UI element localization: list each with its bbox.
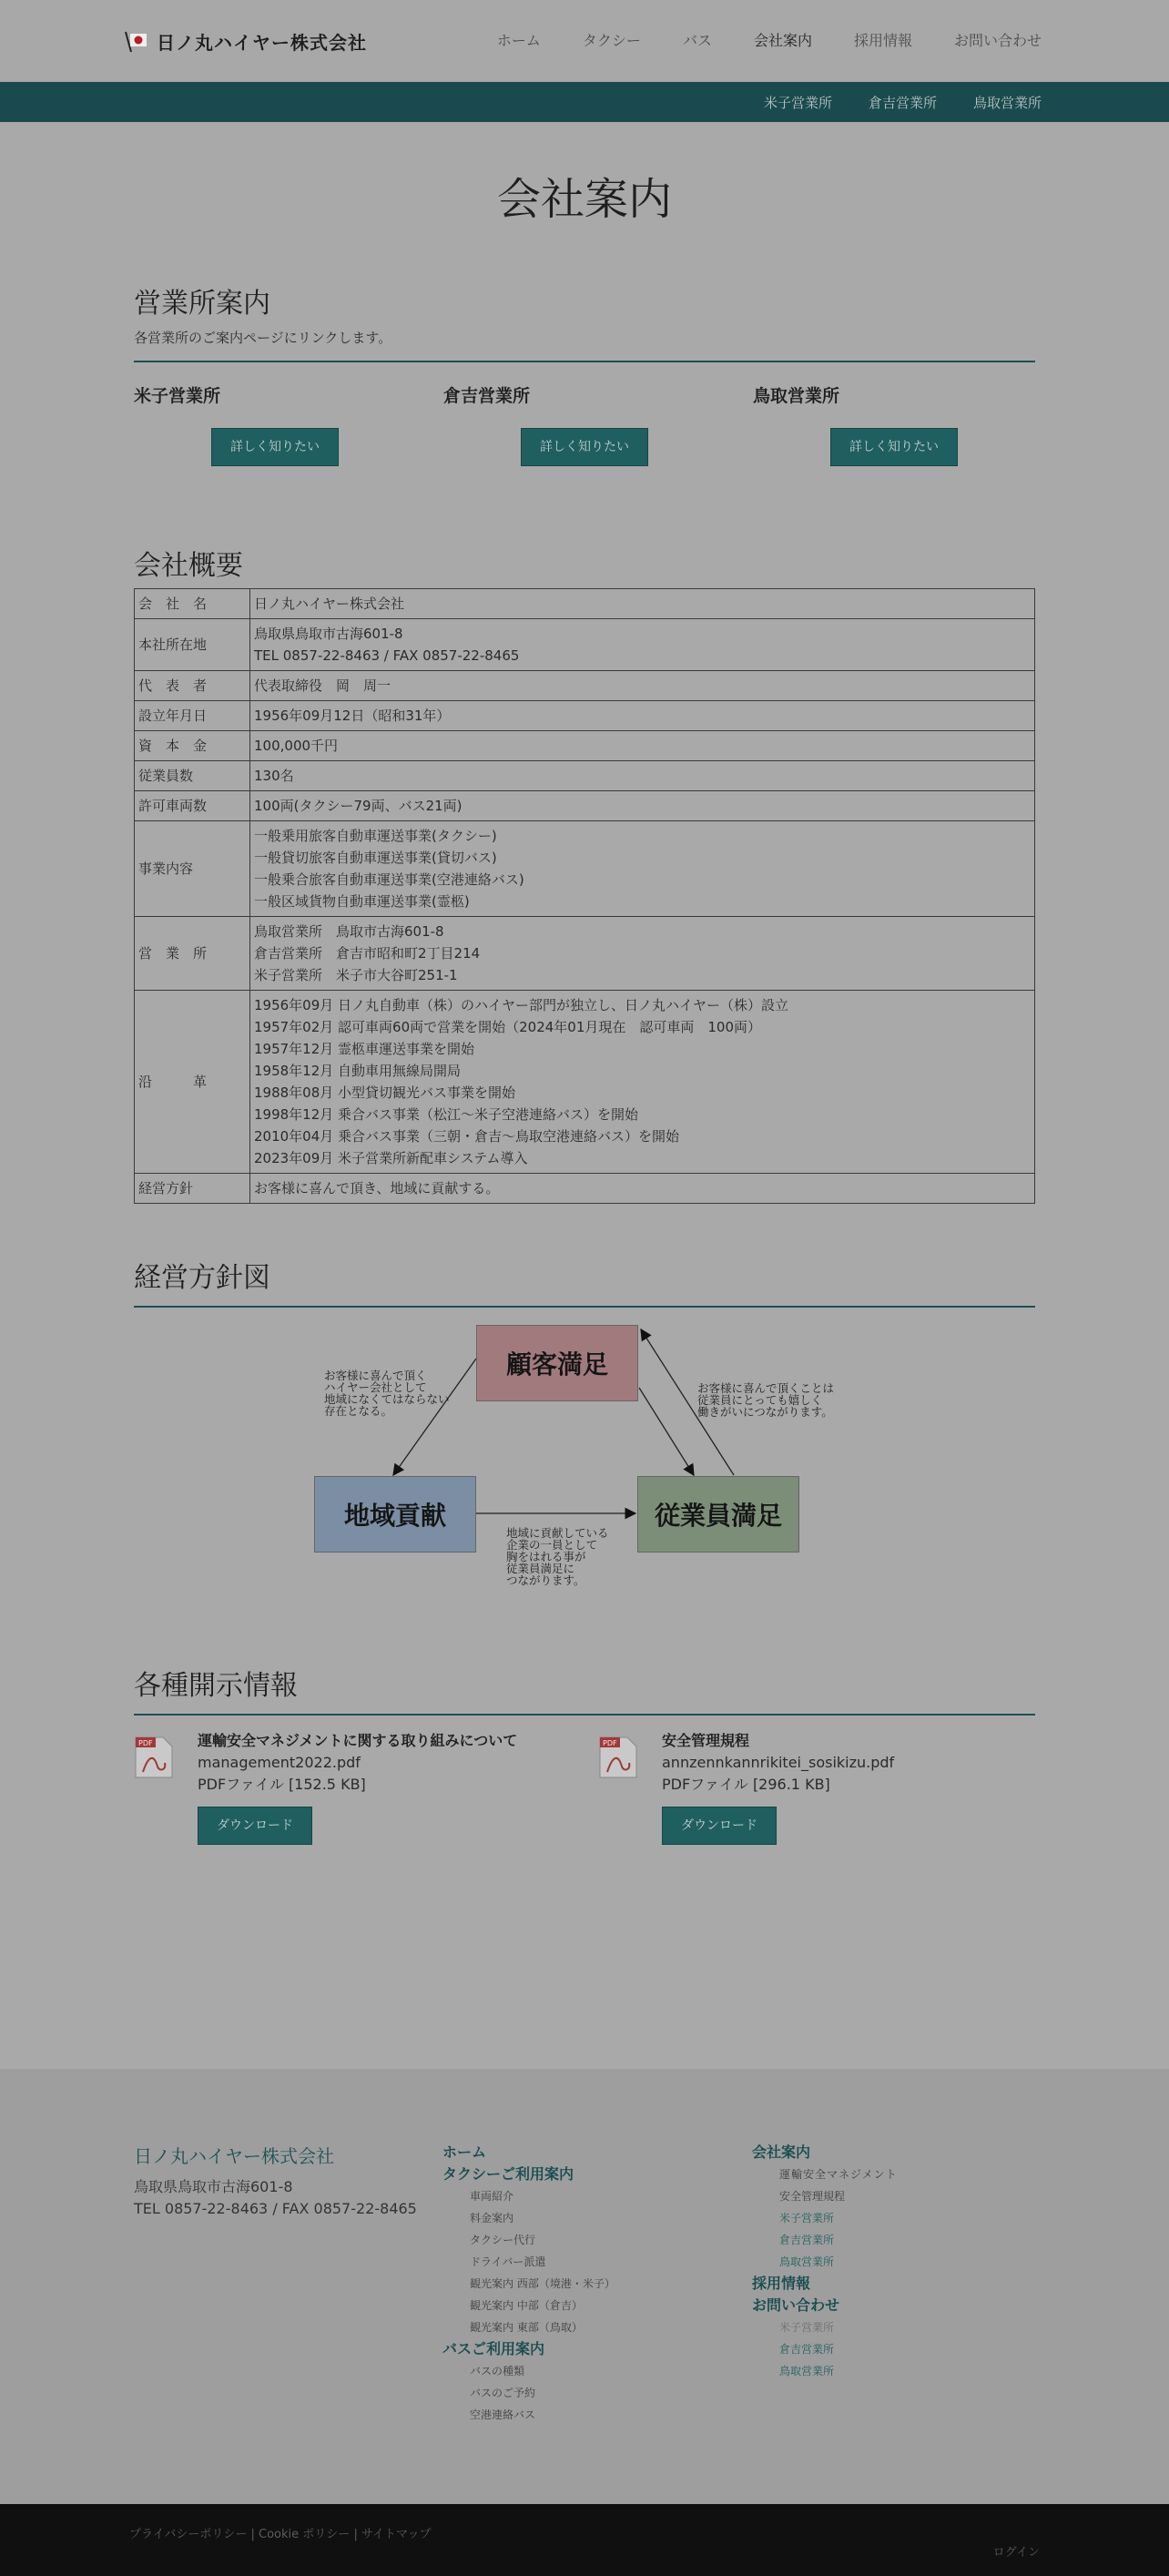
- overview-value-line: 1956年09月12日（昭和31年）: [254, 708, 451, 724]
- overview-value: [250, 1174, 1035, 1204]
- nav-taxi[interactable]: タクシー: [582, 32, 641, 49]
- overview-value: [250, 991, 1035, 1174]
- nav-company[interactable]: 会社案内: [753, 32, 812, 49]
- overview-value-line: TEL 0857-22-8463 / FAX 0857-22-8465: [254, 647, 520, 664]
- office-tottori-button[interactable]: 詳しく知りたい: [830, 428, 958, 466]
- footer-link-company[interactable]: 会社案内: [752, 2143, 811, 2161]
- sitemap-link[interactable]: サイトマップ: [361, 2528, 432, 2541]
- overview-label: 事業内容: [135, 821, 250, 917]
- overview-value-line: 鳥取営業所 鳥取市古海601-8: [254, 923, 444, 940]
- overview-value-line: 100,000千円: [254, 738, 339, 754]
- overview-value-line: 1958年12月 自動車用無線局開局: [254, 1063, 462, 1079]
- overview-row: [135, 1174, 1035, 1204]
- overview-value: [250, 671, 1035, 701]
- overview-label: 会 社 名: [135, 589, 250, 619]
- overview-value: [250, 731, 1035, 761]
- overview-label: 営 業 所: [135, 917, 250, 991]
- overview-value-line: 2010年04月 乗合バス事業（三朝・倉吉～鳥取空港連絡バス）を開始: [254, 1128, 680, 1145]
- office-tottori: [753, 382, 1044, 407]
- office-kurayoshi: [443, 382, 735, 407]
- overview-value-line: 代表取締役 岡 周一: [254, 677, 391, 694]
- note-left: お客様に喜んで頂く ハイヤー会社として 地域になくてはならない 存在となる。: [324, 1369, 450, 1418]
- footer-link[interactable]: ドライバー派遣: [470, 2255, 546, 2268]
- overview-value: [250, 761, 1035, 791]
- nav-contact[interactable]: お問い合わせ: [953, 32, 1042, 49]
- main-nav: [497, 29, 1042, 50]
- pdf-file-icon: [134, 1736, 174, 1779]
- overview-value-line: 1988年08月 小型貸切観光バス事業を開始: [254, 1084, 516, 1101]
- svg-text:PDF: PDF: [603, 1739, 617, 1747]
- overview-label: 許可車両数: [135, 791, 250, 821]
- doc-filename: management2022.pdf: [198, 1754, 361, 1771]
- overview-value-line: 一般乗用旅客自動車運送事業(タクシー): [254, 828, 497, 844]
- footer-link[interactable]: 運輸安全マネジメント: [779, 2168, 898, 2181]
- offices-title: 営業所案内: [134, 288, 270, 320]
- subnav-kurayoshi[interactable]: 倉吉営業所: [868, 94, 937, 111]
- overview-value-line: 100両(タクシー79両、バス21両): [254, 798, 463, 814]
- footer-link-taxi[interactable]: タクシーご利用案内: [442, 2165, 574, 2183]
- overview-label: 代 表 者: [135, 671, 250, 701]
- logo[interactable]: [122, 25, 367, 56]
- offices-rule: [134, 361, 1035, 362]
- pdf-file-icon: [598, 1736, 638, 1779]
- overview-label: 本社所在地: [135, 619, 250, 671]
- doc-filename: annzennkannrikitei_sosikizu.pdf: [662, 1754, 895, 1771]
- offices-desc: 各営業所のご案内ページにリンクします。: [134, 330, 392, 346]
- overview-row: [135, 731, 1035, 761]
- overview-value: [250, 589, 1035, 619]
- overview-row: [135, 671, 1035, 701]
- overview-value-line: 1957年12月 霊柩車運送事業を開始: [254, 1041, 475, 1057]
- overview-value-line: 日ノ丸ハイヤー株式会社: [254, 596, 405, 612]
- footer-link-contact[interactable]: お問い合わせ: [752, 2296, 840, 2314]
- box-customer-satisfaction: 顧客満足: [476, 1325, 638, 1401]
- office-yonago-button[interactable]: 詳しく知りたい: [211, 428, 339, 466]
- disclosure-rule: [134, 1714, 1035, 1716]
- nav-home[interactable]: ホーム: [496, 32, 541, 49]
- overview-title: 会社概要: [134, 550, 243, 582]
- footer-link[interactable]: バスの種類: [470, 2365, 525, 2377]
- footer-col-company: [752, 2142, 898, 2382]
- office-yonago: [134, 382, 425, 407]
- doc-size: PDFファイル [296.1 KB]: [662, 1776, 830, 1793]
- overview-row: [135, 991, 1035, 1174]
- note-bottom: 地域に貢献している 企業の一員として 胸をはれる事が 従業員満足に つながります。: [506, 1526, 609, 1587]
- overview-value-line: 1957年02月 認可車両60両で営業を開始（2024年01月現在 認可車両 100両）: [254, 1019, 762, 1035]
- overview-value-line: 米子営業所 米子市大谷町251-1: [254, 967, 458, 983]
- footer-link-bus[interactable]: バスご利用案内: [442, 2340, 545, 2357]
- disclosure-title: 各種開示情報: [134, 1670, 298, 1702]
- footer-link[interactable]: タクシー代行: [470, 2234, 536, 2246]
- cookie-policy-link[interactable]: Cookie ポリシー: [259, 2528, 351, 2541]
- overview-value: [250, 791, 1035, 821]
- download-button[interactable]: ダウンロード: [662, 1807, 777, 1845]
- subnav-tottori[interactable]: 鳥取営業所: [972, 94, 1042, 111]
- company-name: 日ノ丸ハイヤー株式会社: [157, 31, 367, 54]
- overview-value-line: 1998年12月 乗合バス事業（松江～米子空港連絡バス）を開始: [254, 1106, 639, 1123]
- overview-value-line: 倉吉営業所 倉吉市昭和町2丁目214: [254, 945, 481, 962]
- overview-value-line: 130名: [254, 768, 294, 784]
- overview-row: [135, 917, 1035, 991]
- footer-link[interactable]: 空港連絡バス: [470, 2408, 536, 2421]
- overview-label: 沿 革: [135, 991, 250, 1174]
- overview-value: [250, 701, 1035, 731]
- footer-link[interactable]: 料金案内: [470, 2212, 514, 2225]
- overview-value: [250, 821, 1035, 917]
- footer-link[interactable]: 観光案内 東部（鳥取）: [470, 2321, 583, 2334]
- overview-value: [250, 619, 1035, 671]
- footer-link[interactable]: 米子営業所: [779, 2321, 835, 2334]
- site-header: [0, 0, 1169, 82]
- office-name: 鳥取営業所: [753, 386, 840, 406]
- overview-label: 資 本 金: [135, 731, 250, 761]
- legal-links: [129, 2524, 432, 2541]
- overview-row: [135, 821, 1035, 917]
- footer-link[interactable]: 鳥取営業所: [779, 2365, 835, 2377]
- overview-label: 従業員数: [135, 761, 250, 791]
- overview-row: [135, 791, 1035, 821]
- box-regional-contribution: 地域貢献: [314, 1476, 476, 1553]
- policy-rule: [134, 1306, 1035, 1308]
- footer-link[interactable]: バスのご予約: [470, 2387, 536, 2399]
- doc-title: 安全管理規程: [662, 1732, 750, 1749]
- footer-link[interactable]: 倉吉営業所: [779, 2234, 835, 2246]
- note-right: お客様に喜んで頂くことは 従業員にとっても嬉しく 働きがいにつながります。: [697, 1381, 835, 1419]
- privacy-policy-link[interactable]: プライバシーポリシー: [129, 2528, 248, 2541]
- overview-row: [135, 701, 1035, 731]
- office-name: 倉吉営業所: [443, 386, 531, 406]
- office-name: 米子営業所: [134, 386, 221, 406]
- footer-col-services: [442, 2142, 615, 2426]
- overview-value-line: 一般区域貨物自動車運送事業(霊柩): [254, 893, 470, 910]
- page-title: 会社案内: [496, 174, 672, 225]
- doc-size: PDFファイル [152.5 KB]: [198, 1776, 366, 1793]
- download-button[interactable]: ダウンロード: [198, 1807, 312, 1845]
- office-subnav: [0, 82, 1169, 122]
- overview-value-line: 一般乗合旅客自動車運送事業(空港連絡バス): [254, 871, 524, 888]
- overview-value-line: 鳥取県鳥取市古海601-8: [254, 626, 403, 642]
- footer-link[interactable]: 車両紹介: [470, 2190, 514, 2203]
- svg-text:PDF: PDF: [138, 1739, 153, 1747]
- box-employee-satisfaction: 従業員満足: [637, 1476, 799, 1553]
- footer-link[interactable]: 米子営業所: [779, 2212, 835, 2225]
- arrow-customer-to-employee: [639, 1388, 694, 1475]
- policy-diagram: [273, 1311, 892, 1603]
- overview-value-line: 2023年09月 米子営業所新配車システム導入: [254, 1150, 528, 1166]
- office-kurayoshi-button[interactable]: 詳しく知りたい: [521, 428, 648, 466]
- overview-label: 経営方針: [135, 1174, 250, 1204]
- login-link[interactable]: ログイン: [992, 2546, 1040, 2560]
- overview-label: 設立年月日: [135, 701, 250, 731]
- footer-address: 鳥取県鳥取市古海601-8 TEL 0857-22-8463 / FAX 0857-22-8465: [134, 2178, 417, 2217]
- overview-row: [135, 761, 1035, 791]
- footer-link-recruit[interactable]: 採用情報: [752, 2275, 811, 2292]
- overview-value-line: お客様に喜んで頂き、地域に貢献する。: [254, 1180, 500, 1196]
- separator: |: [250, 2528, 255, 2541]
- overview-row: [135, 619, 1035, 671]
- subnav-yonago[interactable]: 米子営業所: [763, 94, 832, 111]
- separator: |: [353, 2528, 358, 2541]
- footer-link[interactable]: 倉吉営業所: [779, 2343, 835, 2356]
- policy-title: 経営方針図: [134, 1262, 270, 1294]
- footer-link[interactable]: 観光案内 西部（境港・米子）: [470, 2277, 615, 2290]
- nav-recruit[interactable]: 採用情報: [853, 32, 912, 49]
- overview-value-line: 一般貸切旅客自動車運送事業(貸切バス): [254, 850, 497, 866]
- footer-company: 日ノ丸ハイヤー株式会社: [134, 2145, 334, 2167]
- footer-link[interactable]: 観光案内 中部（倉吉）: [470, 2299, 583, 2312]
- doc-title: 運輸安全マネジメントに関する取り組みについて: [198, 1732, 518, 1749]
- footer-link[interactable]: 安全管理規程: [779, 2190, 846, 2203]
- overview-value: [250, 917, 1035, 991]
- overview-value-line: 1956年09月 日ノ丸自動車（株）のハイヤー部門が独立し、日ノ丸ハイヤー（株）設立: [254, 997, 789, 1013]
- site-footer: [0, 2069, 1169, 2504]
- nav-bus[interactable]: バス: [682, 32, 712, 49]
- overview-row: [135, 589, 1035, 619]
- footer-link[interactable]: 鳥取営業所: [779, 2255, 835, 2268]
- logo-flag-icon: [122, 26, 151, 56]
- bottom-bar: [0, 2504, 1169, 2576]
- overview-table: [134, 588, 1035, 1204]
- footer-link-home[interactable]: ホーム: [442, 2143, 487, 2161]
